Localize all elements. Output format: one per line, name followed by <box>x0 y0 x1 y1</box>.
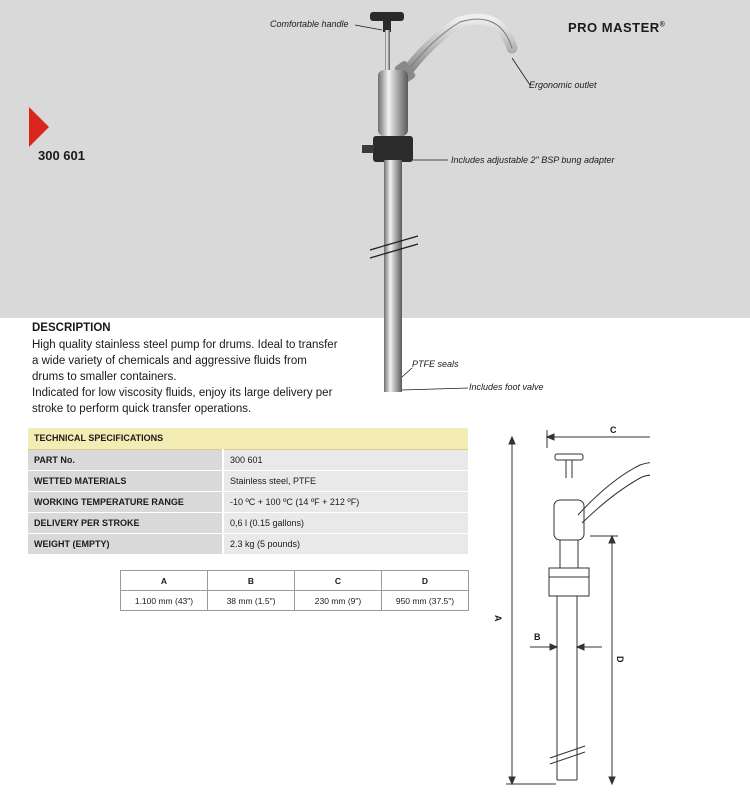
technical-specifications-table <box>28 428 468 555</box>
dimension-header: D <box>382 571 469 591</box>
spec-value: -10 ºC + 100 ºC (14 ºF + 212 ºF) <box>223 491 468 512</box>
description-body <box>32 337 362 417</box>
dimension-value: 230 mm (9") <box>295 591 382 611</box>
table-row <box>28 470 468 491</box>
spec-label: WORKING TEMPERATURE RANGE <box>28 491 223 512</box>
callout-handle: Comfortable handle <box>270 19 349 29</box>
brand-logo: PRO MASTER® <box>568 20 666 35</box>
table-row <box>28 533 468 554</box>
dimensions-header-row <box>121 571 469 591</box>
callout-valve: Includes foot valve <box>469 382 544 392</box>
dimension-header: A <box>121 571 208 591</box>
callout-outlet: Ergonomic outlet <box>529 80 597 90</box>
callout-seals: PTFE seals <box>412 359 459 369</box>
spec-value: 0,6 l (0.15 gallons) <box>223 512 468 533</box>
spec-value: Stainless steel, PTFE <box>223 470 468 491</box>
spec-label: PART No. <box>28 449 223 470</box>
spec-value: 300 601 <box>223 449 468 470</box>
spec-label: DELIVERY PER STROKE <box>28 512 223 533</box>
dimensions-value-row <box>121 591 469 611</box>
red-arrow-icon <box>29 107 51 147</box>
description-line: stroke to perform quick transfer operations. <box>32 403 252 415</box>
specs-title: TECHNICAL SPECIFICATIONS <box>28 428 468 449</box>
spec-value: 2.3 kg (5 pounds) <box>223 533 468 554</box>
spec-label: WEIGHT (EMPTY) <box>28 533 223 554</box>
description-line: a wide variety of chemicals and aggressive fluids from <box>32 355 307 367</box>
description-line: drums to smaller containers. <box>32 371 177 383</box>
dimension-header: C <box>295 571 382 591</box>
pump-photo <box>340 0 540 400</box>
dim-label-a: A <box>493 615 503 622</box>
dimension-value: 1.100 mm (43") <box>121 591 208 611</box>
dimension-value: 950 mm (37.5") <box>382 591 469 611</box>
callout-adapter: Includes adjustable 2" BSP bung adapter <box>451 155 615 165</box>
pump-technical-drawing <box>490 420 650 795</box>
dim-label-b: B <box>534 632 541 642</box>
table-row <box>28 491 468 512</box>
description-title: DESCRIPTION <box>32 322 111 334</box>
description-line: High quality stainless steel pump for drums. Ideal to transfer <box>32 339 338 351</box>
description-line: Indicated for low viscosity fluids, enjoy its large delivery per <box>32 387 333 399</box>
dim-label-c: C <box>610 425 617 435</box>
specs-header-row <box>28 428 468 449</box>
spec-label: WETTED MATERIALS <box>28 470 223 491</box>
product-code: 300 601 <box>38 148 85 163</box>
dimension-value: 38 mm (1.5") <box>208 591 295 611</box>
dimensions-table <box>120 570 469 611</box>
table-row <box>28 512 468 533</box>
dim-label-d: D <box>615 656 625 663</box>
table-row <box>28 449 468 470</box>
dimension-header: B <box>208 571 295 591</box>
